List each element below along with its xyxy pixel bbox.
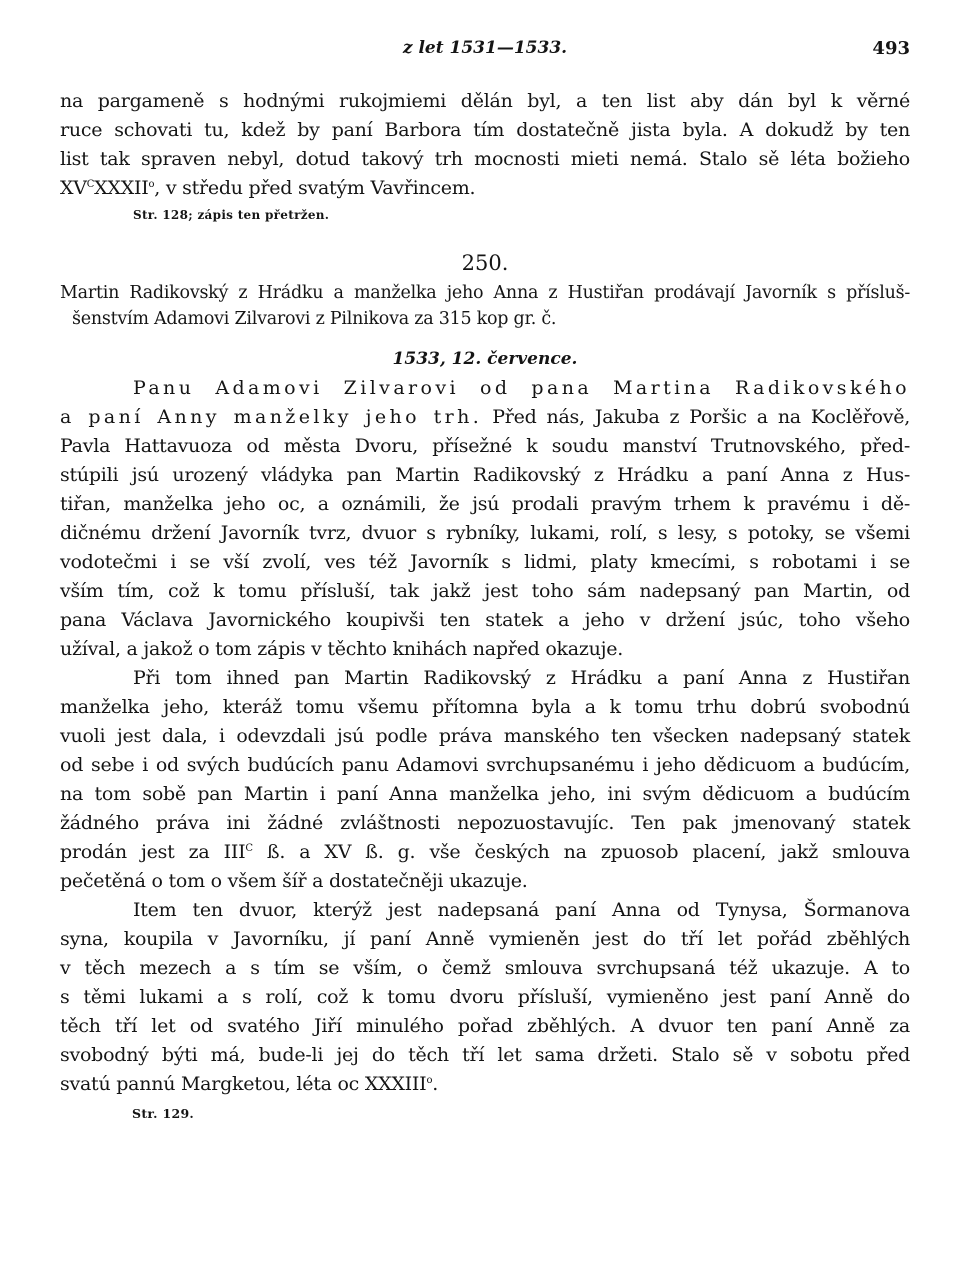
text-line: ruce schovati tu, kdež by paní Barbora tím dostatečně jista byla. A dokudž by ten [60,119,910,141]
text-line: manželka jeho, kteráž tomu všemu přítomna byla a k tomu trhu dobrú svobodnú [60,696,910,718]
text-line: Pavla Hattavuoza od města Dvoru, přísežné k soudu manství Trutnovského, před- [60,435,910,457]
text-line [60,174,910,203]
text-line [60,403,910,432]
text-line: na tom sobě pan Martin i paní Anna manželka jeho, ini svým dědicuom a budúcím [60,783,910,805]
text-line [60,838,910,867]
text-line: Item ten dvuor, kterýž jest nadepsaná paní Anna od Tynysa, Šormanova [133,899,910,921]
text-line: žádného práva ini žádné zvláštnosti nepozuostavujíc. Ten pak jmenovaný statek [60,812,910,834]
text-line: v těch mezech a s tím se vším, o čemž smlouva svrchupsaná též ukazuje. A to [60,957,910,979]
text-line: vším tím, což k tomu přísluší, tak jakž jest toho sám nadepsaný pan Martin, od [60,580,910,602]
summary-line: Martin Radikovský z Hrádku a manželka jeho Anna z Hustiřan prodávají Javorník s přísluš- [60,283,910,303]
superscript: C [86,179,95,190]
text-fragment: prodán jest za III [60,841,246,863]
text-line: s těmi lukami a s rolí, což k tomu dvoru přísluší, vymieněno jest paní Anně do [60,986,910,1008]
running-title: z let 1531—1533. [402,38,568,58]
text-line: list tak spraven nebyl, dotud takový trh mocnosti mieti nemá. Stalo sě léta božieho [60,148,910,170]
entry-summary [60,280,910,332]
text-line: dičnému držení Javorník tvrz, dvuor s rybníky, lukami, rolí, s lesy, s potoky, se všemi [60,522,910,544]
text-line: syna, koupila v Javorníku, jí paní Anně vymieněn jest do tří let pořád zběhlých [60,928,910,950]
paragraph-2 [60,664,910,896]
superscript: o [148,179,155,190]
heading-line: Panu Adamovi Zilvarovi od pana Martina Radikovského [133,377,910,399]
text-line: svobodný býti má, bude-li jej do těch tří let sama držeti. Stalo sě v sobotu před [60,1044,910,1066]
entry-number: 250. [461,251,509,275]
text-line: stúpili jsú urozený vládyka pan Martin Radikovský z Hrádku a paní Anna z Hus- [60,464,910,486]
text-line: vodotečmi i se vší zvolí, ves též Javorník s lidmi, platy kmecími, s robotami i se [60,551,910,573]
page-body [60,87,910,1123]
paragraph-1 [60,374,910,664]
roman-numeral: XV [60,177,87,199]
text-line: Při tom ihned pan Martin Radikovský z Hrádku a paní Anna z Hustiřan [133,667,910,689]
superscript: o [426,1075,433,1086]
text-line: vuoli jest dala, i odevzdali jsú podle práva manského ten všecken nadepsaný statek [60,725,910,747]
source-note: Str. 128; zápis ten přetržen. [133,208,330,222]
text-line: od sebe i od svých budúcích panu Adamovi svrchupsanému i jeho dědicuom a budúcím, [60,754,910,776]
roman-numeral: XXXII [94,177,149,199]
source-note: Str. 129. [132,1106,195,1121]
text-line: pečetěná o tom o všem šíř a dostatečněji ukazuje. [60,870,528,892]
text-fragment: Před nás, Jakuba z Poršic a na Koclěřově, [492,406,911,428]
text-fragment: svatú pannú Margketou, léta oc XXXIII [60,1073,427,1095]
entry-date: 1533, 12. července. [392,349,578,369]
paragraph-3 [60,896,910,1099]
text-line: tiřan, manželka jeho oc, a oznámili, že jsú prodali pravým trhem k pravému i dě- [60,493,910,515]
text-line: na pargameně s hodnými rukojmiemi dělán byl, a ten list aby dán byl k věrné [60,90,910,112]
text-fragment: ß. a XV ß. g. vše českých na zpuosob placení, jakž smlouva [252,841,910,863]
text-fragment: , v středu před svatým Vavřincem. [154,177,476,199]
page-number: 493 [872,38,910,59]
superscript: C [245,843,253,854]
heading-fragment: a paní Anny manželky jeho trh. [60,406,483,428]
text-line [60,1070,910,1099]
text-fragment: . [432,1073,439,1095]
previous-entry-continuation [60,87,910,224]
summary-line: šenstvím Adamovi Zilvarovi z Pilnikova za 315 kop gr. č. [72,309,557,329]
text-line: užíval, a jakož o tom zápis v těchto knihách napřed okazuje. [60,638,624,660]
text-line: těch tří let od svatého Jiří minulého pořad zběhlých. A dvuor ten paní Anně za [60,1015,910,1037]
page-header [60,38,910,64]
text-line: pana Václava Javornického koupivši ten statek a jeho v držení jsúc, toho všeho [60,609,910,631]
